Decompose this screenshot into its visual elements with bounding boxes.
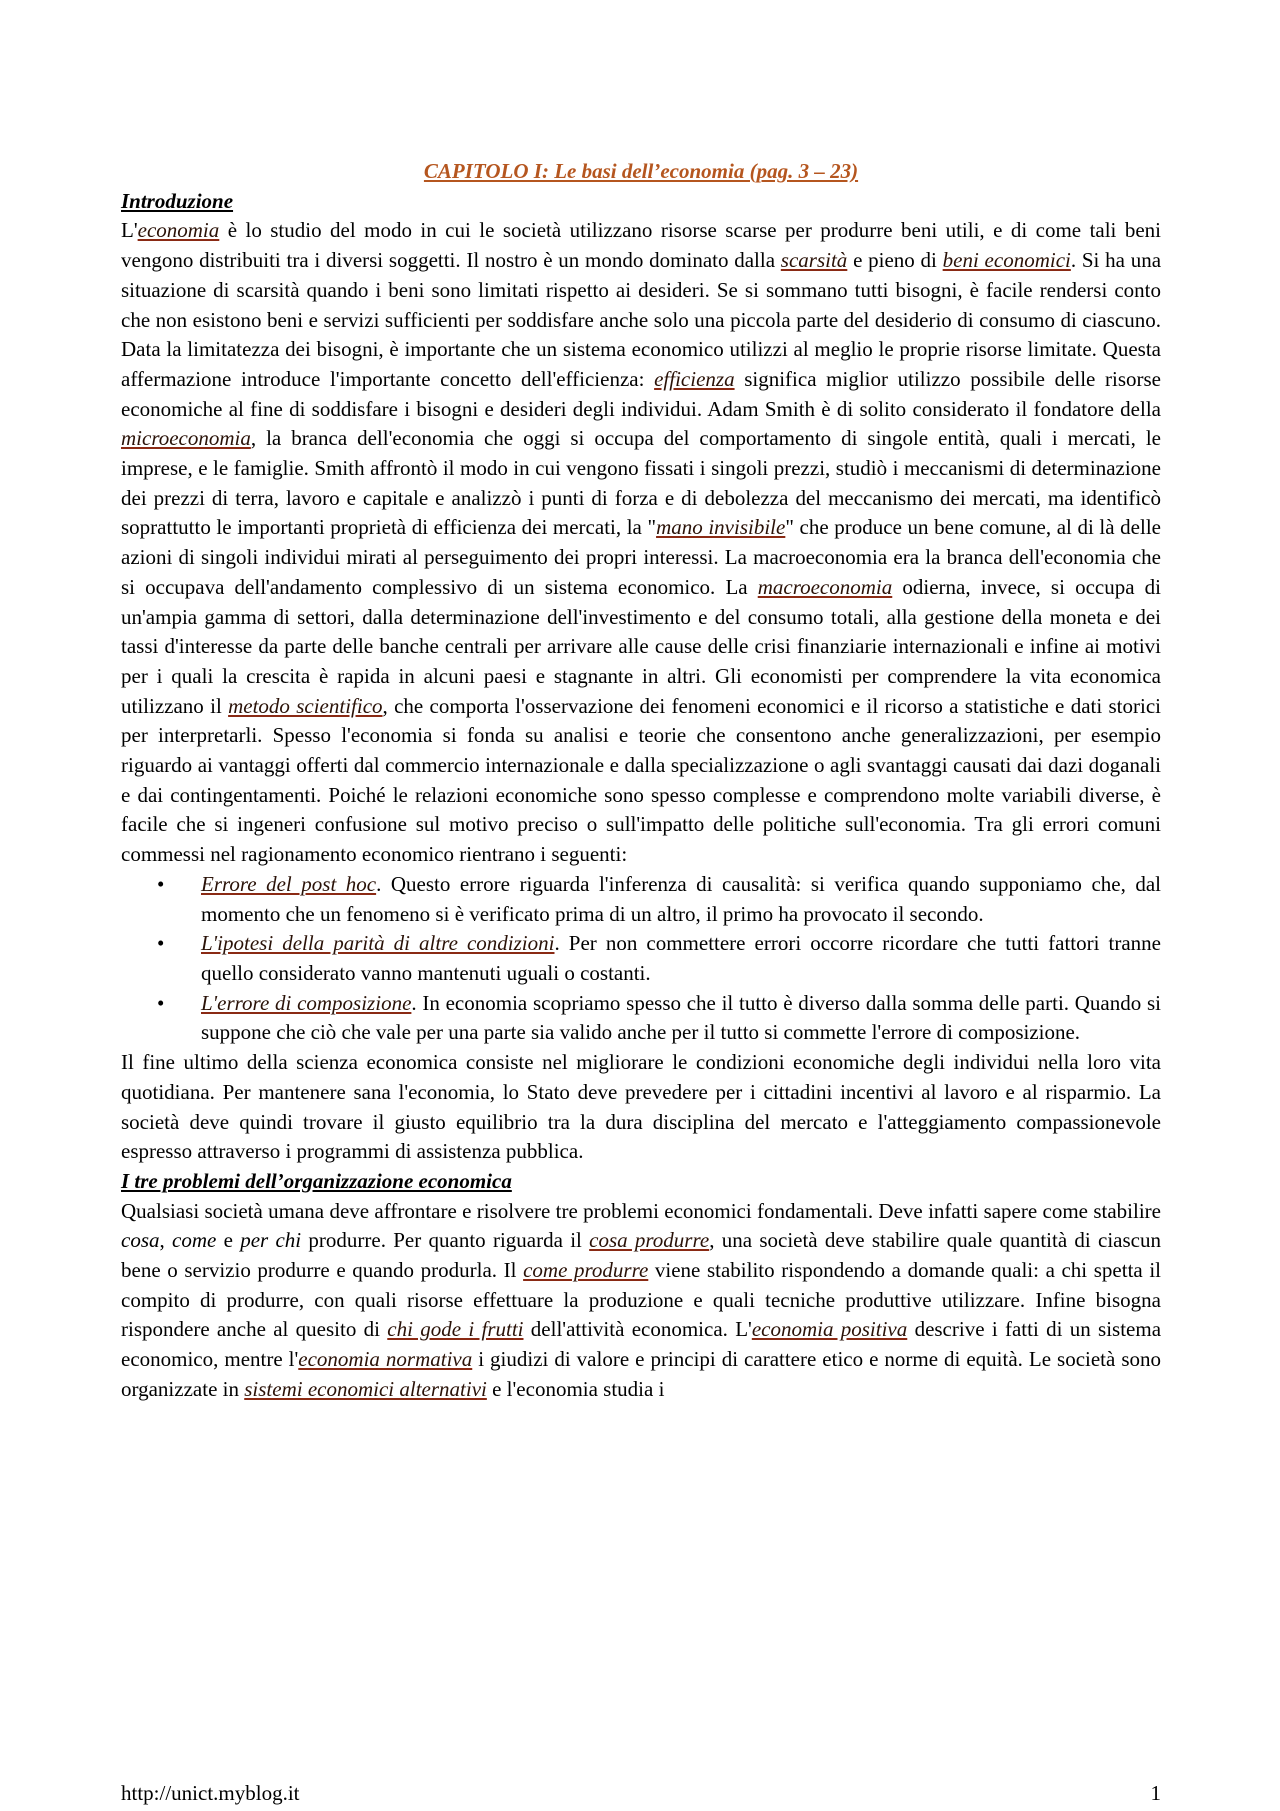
list-item-text: . Questo errore riguarda l'inferenza di causalità: si verifica quando supponiamo che, dal momento che un fenomeno si è verificato prima di un altro, il primo ha provocato il secondo. <box>201 871 1161 926</box>
text-run: " che produce un bene comune, al di là delle azioni di singoli individui mirati al perseguimento dei propri interessi. La macroeconomia era la branca dell'economia che si occupava dell'andamento complessivo di un sistema economico. La <box>121 515 1161 599</box>
italic-come: come <box>172 1228 217 1253</box>
page-number: 1 <box>1150 1781 1161 1805</box>
term-errore-composizione: L'errore di composizione <box>201 990 412 1015</box>
closing-paragraph: Il fine ultimo della scienza economica consiste nel migliorare le condizioni economiche degli individui nella loro vita quotidiana. Per mantenere sana l'economia, lo Stato deve prevedere per i cittadini incentivi al lavoro e al risparmio. La società deve quindi trovare il giusto equilibrio tra la dura disciplina del mercato e l'atteggiamento compassionevole espresso attraverso i programmi di assistenza pubblica. <box>121 1050 1161 1164</box>
text-run: significa miglior utilizzo possibile delle risorse economiche al fine di soddisfare i bisogni e desideri degli individui. Adam Smith è di solito considerato il fondatore della <box>121 366 1162 421</box>
fallacies-list <box>121 870 1161 1048</box>
text-run: Qualsiasi società umana deve affrontare e risolvere tre problemi economici fondamentali. Deve infatti sapere come stabilire <box>121 1198 1161 1223</box>
term-mano-invisibile: mano invisibile <box>656 515 786 540</box>
section-heading-tre-problemi: I tre problemi dell’organizzazione economica <box>121 1168 512 1193</box>
list-item-text: . In economia scopriamo spesso che il tutto è diverso dalla somma delle parti. Quando si suppone che ciò che vale per una parte sia valido anche per il tutto si commette l'errore di composizione. <box>201 990 1161 1045</box>
term-beni-economici: beni economici <box>942 248 1071 273</box>
text-run: . Si ha una situazione di scarsità quando i beni sono limitati rispetto ai desideri. Se si sommano tutti bisogni, è facile rendersi conto che non esistono beni e servizi sufficienti per soddisfare anche solo una piccola parte del desiderio di consumo di ciascuno. Data la limitatezza dei bisogni, è importante che un sistema economico utilizzi al meglio le proprie risorse limitate. Questa affermazione introduce l'importante concetto dell'efficienza: <box>121 248 1162 391</box>
term-economia: economia <box>137 218 220 243</box>
text-run: è lo studio del modo in cui le società utilizzano risorse scarse per produrre beni utili, e di come tali beni vengono distribuiti tra i diversi soggetti. Il nostro è un mondo dominato dalla <box>121 218 1161 273</box>
term-cosa-produrre: cosa produrre <box>589 1228 710 1253</box>
list-item-text: . Per non commettere errori occorre ricordare che tutti fattori tranne quello considerato vanno mantenuti uguali o costanti. <box>201 931 1161 985</box>
text-run: viene stabilito rispondendo a domande quali: a chi spetta il compito di produrre, con quali risorse effettuare la produzione e quali tecniche produttive utilizzare. Infine bisogna rispondere anche al quesito di <box>121 1258 1161 1342</box>
term-microeconomia: microeconomia <box>121 426 251 451</box>
text-run: e <box>216 1228 241 1253</box>
text-run: , che comporta l'osservazione dei fenomeni economici e il ricorso a statistiche e dati storici per interpretarli. Spesso l'economia si fonda su analisi e teorie che consentono anche generalizzazioni, per esempio riguardo ai vantaggi offerti dal commercio internazionale e dalla specializzazione o agli svantaggi causati dai dazi doganali e dai contingentamenti. Poiché le relazioni economiche sono spesso complesse e comprendono molte variabili diverse, è facile che si ingeneri confusione sul motivo preciso o sull'impatto delle politiche sull'economia. Tra gli errori comuni commessi nel ragionamento economico rientrano i seguenti: <box>121 693 1161 867</box>
text-run: , <box>159 1228 173 1253</box>
term-economia-positiva: economia positiva <box>751 1317 908 1342</box>
term-chi-gode-i-frutti: chi gode i frutti <box>387 1317 524 1342</box>
italic-cosa: cosa <box>121 1228 160 1253</box>
text-run: , una società deve stabilire quale quantità di ciascun bene o servizio produrre e quando produrla. Il <box>121 1228 1161 1283</box>
text-run: i giudizi di valore e principi di carattere etico e norme di equità. Le società sono organizzate in <box>121 1347 1161 1401</box>
text-run: e l'economia studia i <box>486 1376 665 1401</box>
text-run: dell'attività economica. L' <box>523 1317 752 1342</box>
term-post-hoc: Errore del post hoc <box>201 871 377 896</box>
term-scarsita: scarsità <box>780 248 848 273</box>
text-run: , la branca dell'economia che oggi si occupa del comportamento di singole entità, quali i mercati, le imprese, e le famiglie. Smith affrontò il modo in cui vengono fissati i singoli prezzi, studiò i meccanismi di determinazione dei prezzi di terra, lavoro e capitale e analizzò i punti di forza e di debolezza del meccanismo dei mercati, ma identificò soprattutto le importanti proprietà di efficienza dei mercati, la " <box>121 426 1161 540</box>
text-run: e pieno di <box>847 248 943 273</box>
term-come-produrre: come produrre <box>523 1258 649 1283</box>
footer-url[interactable]: http://unict.myblog.it <box>121 1781 300 1805</box>
term-sistemi-economici: sistemi economici alternativi <box>244 1376 487 1401</box>
page-content <box>121 157 1161 1405</box>
list-item <box>157 989 1161 1048</box>
term-metodo-scientifico: metodo scientifico <box>228 693 383 718</box>
intro-paragraph <box>121 216 1161 869</box>
text-run: L' <box>121 218 138 243</box>
text-run: produrre. Per quanto riguarda il <box>301 1228 590 1253</box>
text-run: odierna, invece, si occupa di un'ampia gamma di settori, dalla determinazione dell'investimento e del consumo totali, alla gestione della moneta e dei tassi d'interesse da parte delle banche centrali per arrivare alle cause delle crisi finanziarie internazionali e infine ai motivi per i quali la crescita è rapida in alcuni paesi e stagnante in altri. Gli economisti per comprendere la vita economica utilizzano il <box>121 574 1161 718</box>
intro-heading: Introduzione <box>121 188 234 213</box>
section2-paragraph <box>121 1197 1161 1405</box>
term-economia-normativa: economia normativa <box>298 1347 473 1372</box>
italic-per-chi: per chi <box>240 1228 302 1253</box>
bullet-marker: • <box>157 931 165 956</box>
bullet-marker: • <box>157 871 165 896</box>
list-item <box>157 929 1161 988</box>
term-parita-condizioni: L'ipotesi della parità di altre condizioni <box>201 931 555 956</box>
bullet-marker: • <box>157 990 165 1015</box>
chapter-title: CAPITOLO I: Le basi dell’economia (pag. 3 – 23) <box>423 159 859 183</box>
term-macroeconomia: macroeconomia <box>757 574 893 599</box>
term-efficienza: efficienza <box>654 366 735 391</box>
list-item <box>157 870 1161 929</box>
text-run: descrive i fatti di un sistema economico, mentre l' <box>121 1317 1162 1372</box>
page-footer <box>121 1781 1161 1805</box>
